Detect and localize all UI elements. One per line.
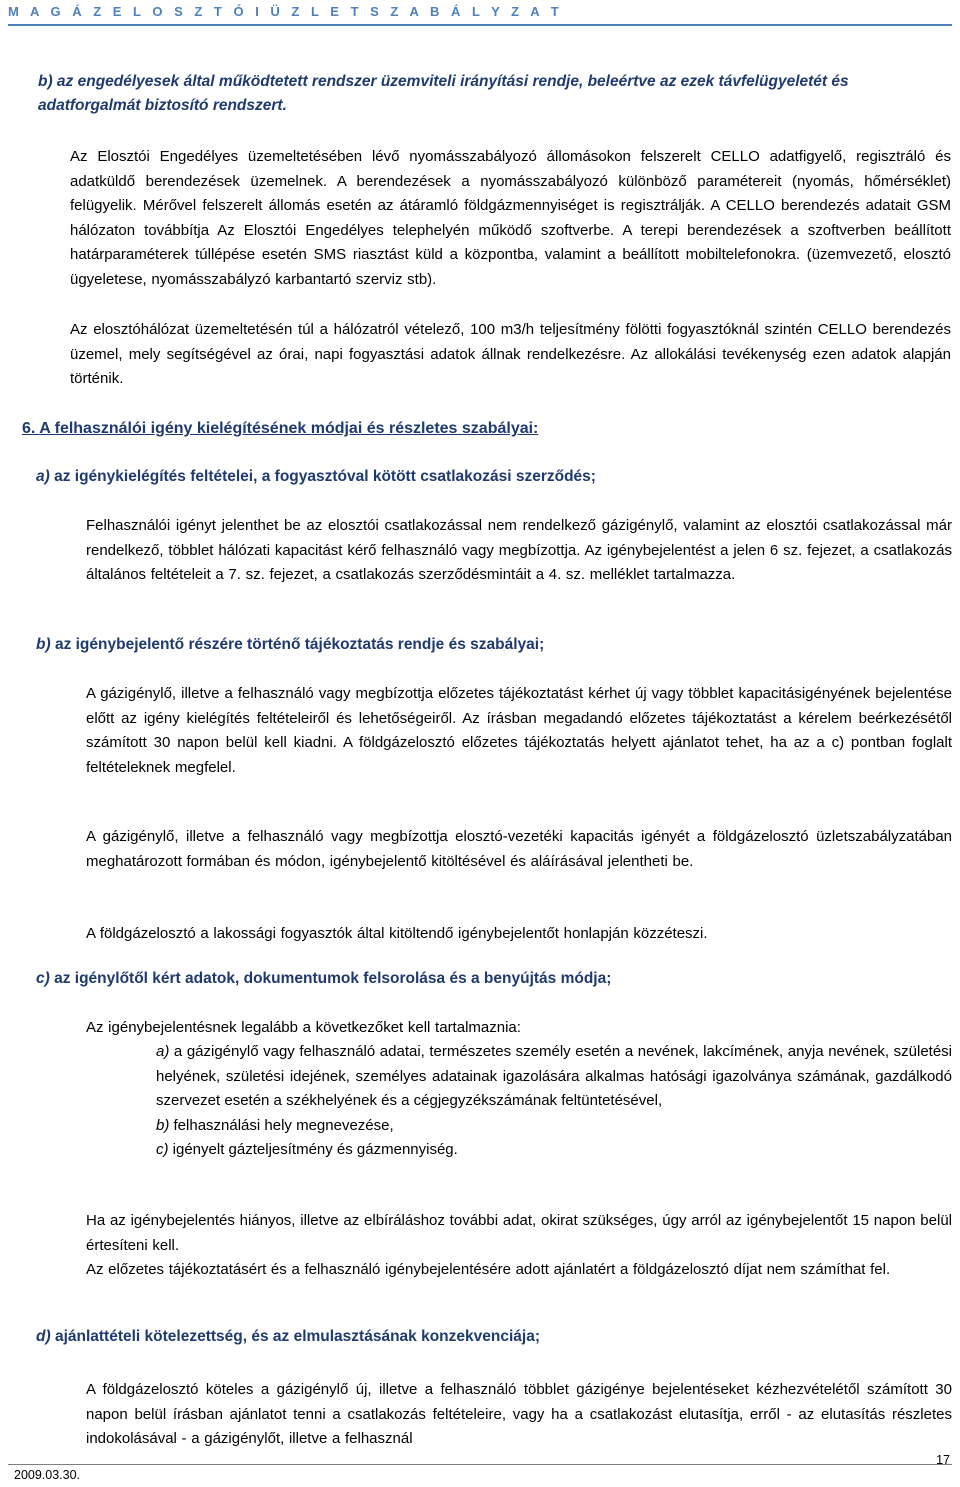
footer-divider (8, 1464, 952, 1465)
paragraph-allocation: Az elosztóhálózat üzemeltetésén túl a hálózatról vételező, 100 m3/h teljesítmény fölötti fogyasztóknál szintén CELLO berendezés üzemel, mely segítségével az órai, napi fogyasztási adatok állnak rendelkezésre. Az allokálási tevékenység ezen adatok alapján történik. (70, 321, 951, 388)
section-6-title (22, 420, 538, 438)
subsection-letter: d) (36, 1328, 51, 1345)
subsection-title-text: az igénykielégítés feltételei, a fogyasztóval kötött csatlakozási szerződés; (54, 468, 596, 485)
subsection-a-title (36, 468, 596, 486)
paragraph-b2: A gázigénylő, illetve a felhasználó vagy megbízottja elosztó-vezetéki kapacitás igényét a földgázelosztó üzletszabályzatában meghatározott formában és módon, igénybejelentő kitöltésével és aláírásával jelentheti be. (86, 828, 952, 870)
subsection-title-text: az igénylőtől kért adatok, dokumentumok felsorolása és a benyújtás módja; (54, 970, 612, 987)
subsection-letter: b) (36, 636, 51, 653)
intro-heading: b) az engedélyesek által működtetett rendszer üzemviteli irányítási rendje, beleértve az ezek távfelügyeletét és adatforgalmát biztosító rendszert. (38, 73, 849, 114)
header-divider (8, 24, 952, 26)
document-header: M A G Á Z E L O S Z T Ó I Ü Z L E T S Z A B Á L Y Z A T (8, 4, 563, 19)
footer-date: 2009.03.30. (14, 1468, 81, 1482)
paragraph-d: A földgázelosztó köteles a gázigénylő új, illetve a felhasználó többlet gázigénye bejelentéseket kézhezvételétől számított 30 napon belül írásban ajánlatot tenni a csatlakozás feltételeire, vagy ha a csatlakozást elutasítja, erről - az elutasítás részletes indokolásával - a gázigénylőt, illetve a felhasznál (86, 1381, 952, 1448)
list-item: c) igényelt gázteljesítmény és gázmennyiség. (156, 1141, 458, 1159)
paragraph-c-intro: Az igénybejelentésnek legalább a következőket kell tartalmaznia: (86, 1019, 521, 1036)
subsection-title-text: ajánlattételi kötelezettség, és az elmulasztásának konzekvenciája; (54, 1328, 540, 1345)
paragraph-b1: A gázigénylő, illetve a felhasználó vagy megbízottja előzetes tájékoztatást kérhet új vagy többlet kapacitásigényének bejelentése előtt az igény kielégítés feltételeiről és lehetőségeiről. Az írásban megadandó előzetes tájékoztatást a kérelem beérkezésétől számított 30 napon belül kell kiadni. A földgázelosztó előzetes tájékoztatás helyett ajánlatot tehet, ha az a c) pontban foglalt feltételeknek megfelel. (86, 685, 952, 776)
required-data-list (156, 1040, 952, 1163)
subsection-d-title (36, 1328, 540, 1346)
section-title-text: A felhasználói igény kielégítésének módjai és részletes szabályai: (39, 420, 539, 437)
list-item: b) felhasználási hely megnevezése, (156, 1116, 394, 1134)
page-number: 17 (936, 1453, 950, 1467)
paragraph-a: Felhasználói igényt jelenthet be az elosztói csatlakozással nem rendelkező gázigénylő, valamint az elosztói csatlakozással már rendelkező, többlet hálózati kapacitást kérő felhasználó vagy megbízottja. Az igénybejelentést a jelen 6 sz. fejezet, a csatlakozás általános feltételeit a 7. sz. fejezet, a csatlakozás szerződésmintáit a 4. sz. melléklet tartalmazza. (86, 517, 952, 584)
paragraph-c2: Ha az igénybejelentés hiányos, illetve az elbíráláshoz további adat, okirat szükséges, úgy arról az igénybejelentőt 15 napon belül értesíteni kell. (86, 1212, 952, 1254)
subsection-c-title (36, 970, 611, 988)
section-number: 6. (22, 420, 36, 437)
paragraph-cello: Az Elosztói Engedélyes üzemeltetésében lévő nyomásszabályozó állomásokon felszerelt CELLO adatfigyelő, regisztráló és adatküldő berendezések üzemelnek. A berendezések a nyomásszabályozó különböző paramétereit (nyomás, hőmérséklet) felügyelik. Mérővel felszerelt állomás esetén az átáramló földgázmennyiséget is regisztrálják. A CELLO berendezés adatait GSM hálózaton továbbítja Az Elosztói Engedélyes telephelyén működő szoftverbe. A terepi berendezések a szoftverben beállított határparaméterek túllépése esetén SMS riasztást küld a központba, valamint a beállított mobiltelefonokra. (üzemvezető, elosztó ügyeletese, nyomásszabályzó karbantartó szerviz stb). (70, 148, 951, 288)
subsection-letter: a) (36, 468, 50, 485)
subsection-b-title (36, 636, 544, 654)
subsection-title-text: az igénybejelentő részére történő tájékoztatás rendje és szabályai; (54, 636, 545, 653)
subsection-letter: c) (36, 970, 50, 987)
list-item: a) a gázigénylő vagy felhasználó adatai, természetes személy esetén a nevének, lakcímének, anyja nevének, születési helyének, születési idejének, személyes adatainak igazolására alkalmas hatósági igazolványa számának, gazdálkodó szervezet esetén a székhelyének és a cégjegyzékszámának feltüntetésével, (156, 1043, 952, 1110)
paragraph-c3: Az előzetes tájékoztatásért és a felhasználó igénybejelentésére adott ajánlatért a földgázelosztó díjat nem számíthat fel. (86, 1261, 891, 1278)
paragraph-b3: A földgázelosztó a lakossági fogyasztók által kitöltendő igénybejelentőt honlapján közzéteszi. (86, 925, 708, 942)
